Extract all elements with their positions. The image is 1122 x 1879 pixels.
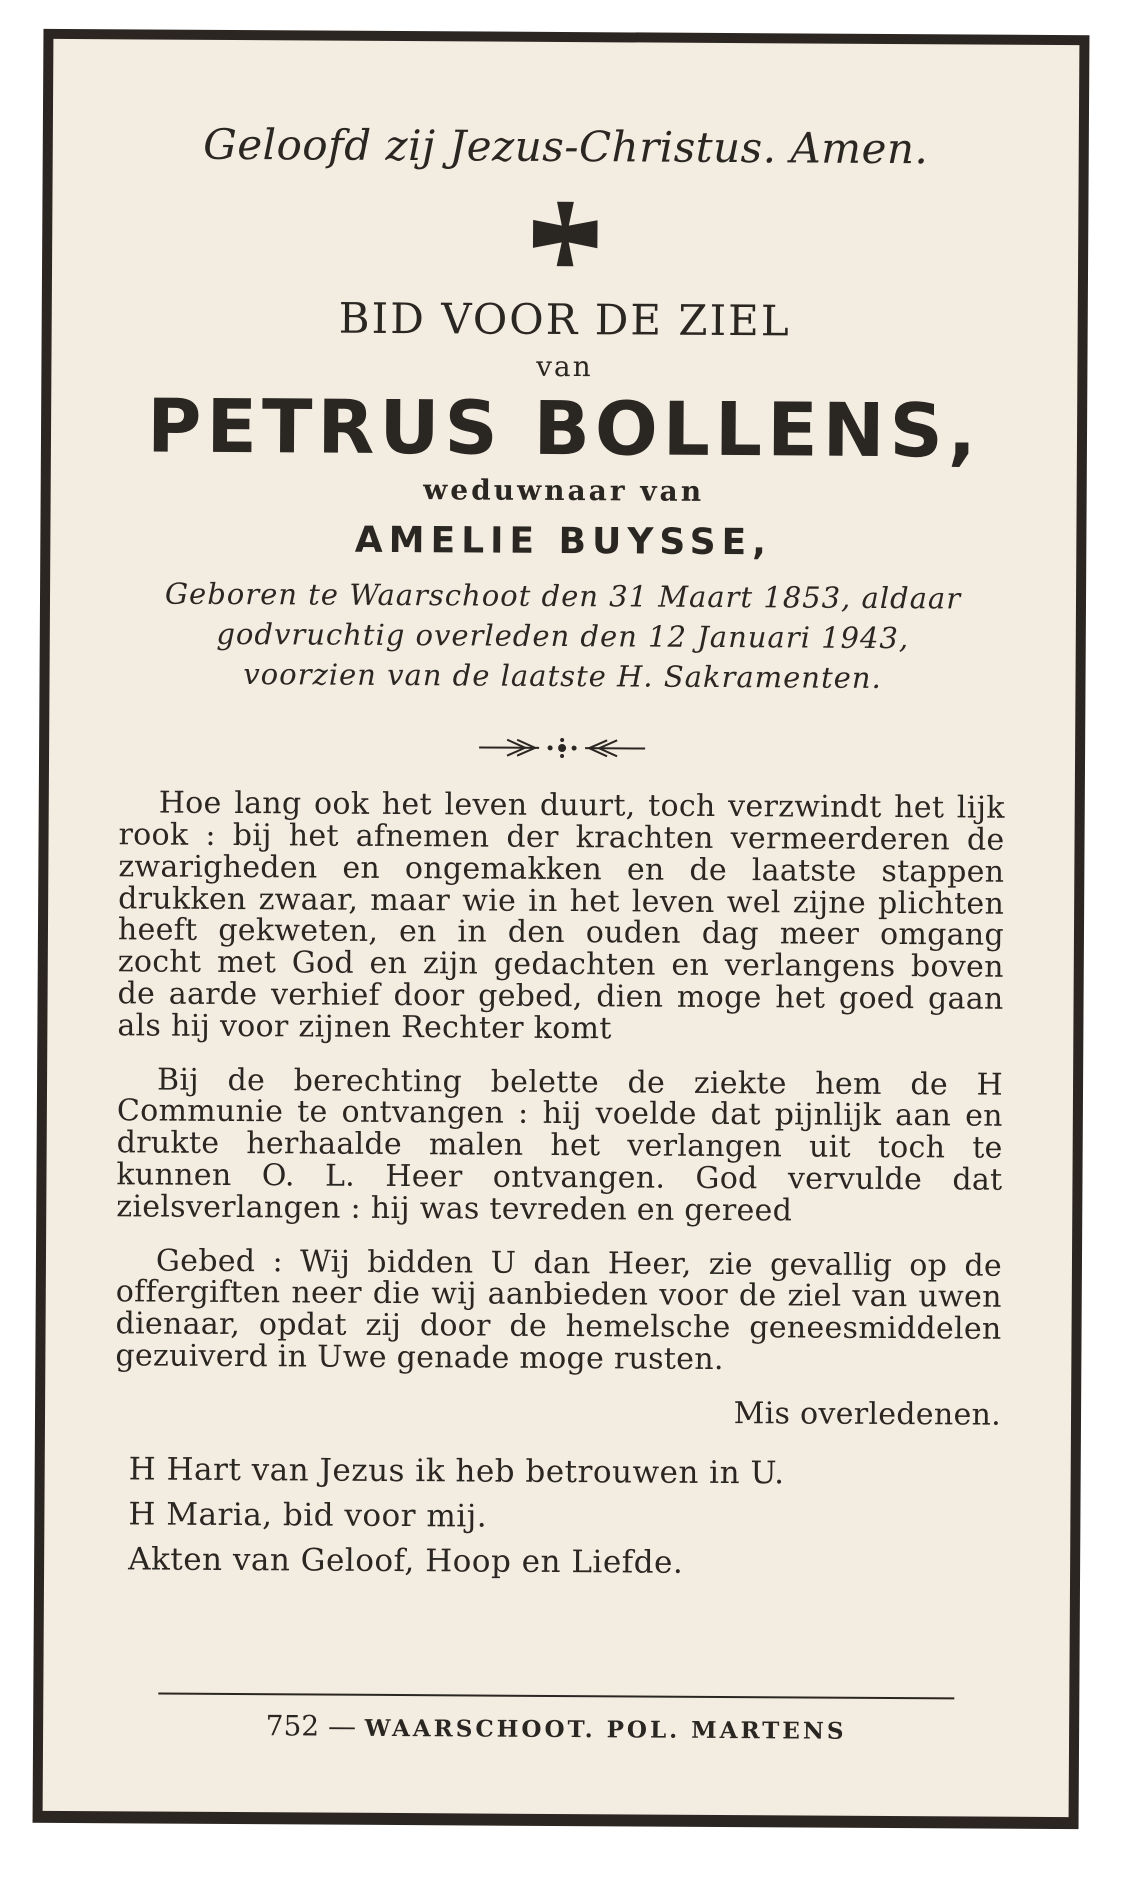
imprint-rule [158,1693,954,1700]
paragraph-life: Hoe lang ook het leven duurt, toch verzwindt het lijk rook : bij het afnemen der krachten vermeerderen de zwarigheden en ongemakken en de laatste stappen drukken zwaar, maar wie in het leven wel zijne plichten heeft gekweten, en in den ouden dag meer omgang zocht met God en zijn gedachten en verlangens boven de aarde verhief door gebed, dien moge het goed gaan als hij voor zijnen Rechter komt [117,785,1005,1047]
sacraments-line: voorzien van de laatste H. Sakramenten. [243,657,882,696]
deceased-name: PETRUS BOLLENS, [146,383,982,475]
death-line: godvruchtig overleden den 12 Januari 1943, [216,616,910,656]
invocation-line: Geloofd zij Jezus-Christus. Amen. [203,119,929,174]
prayer-source: Mis overledenen. [733,1395,1002,1433]
prayer-text: Gebed : Wij bidden U dan Heer, zie gevallig op de offergiften neer die wij aanbieden voor de ziel van uwen dienaar, opdat zij door de hemelsche geneesmiddelen gezuiverd in Uwe genade moge rusten. [115,1243,1003,1377]
birth-line: Geboren te Waarschoot den 31 Maart 1853, aldaar [164,576,962,616]
invocation-acts: Akten van Geloof, Hoop en Liefde. [128,1541,684,1582]
printer-imprint [158,1693,954,1747]
imprint-place: WAARSCHOOT. POL. MARTENS [364,1714,847,1745]
card-paper [43,39,1080,1817]
ornament-divider-icon [477,736,647,761]
memorial-card [33,29,1090,1829]
dates-block [119,573,1006,698]
invocation-sacred-heart: H Hart van Jezus ik heb betrouwen in U. [128,1451,785,1492]
invocations-list [114,1448,1001,1588]
heading: BID VOOR DE ZIEL [338,293,791,346]
widower-line: weduwnaar van [423,473,705,508]
imprint-number: 752 — [265,1709,357,1743]
cross-pattee-icon [530,199,600,269]
spouse-name: AMELIE BUYSSE, [354,519,772,564]
body-text [115,787,1005,1431]
invocation-maria: H Maria, bid voor mij. [128,1496,488,1535]
van-line: van [536,349,593,384]
paragraph-communion: Bij de berechting belette de ziekte hem de H Communie te ontvangen : hij voelde dat pijnlijk aan en drukte herhaalde malen het verlangen uit toch te kunnen O. L. Heer ontvangen. God vervulde dat zielsverlangen : hij was tevreden en gereed [116,1062,1004,1229]
